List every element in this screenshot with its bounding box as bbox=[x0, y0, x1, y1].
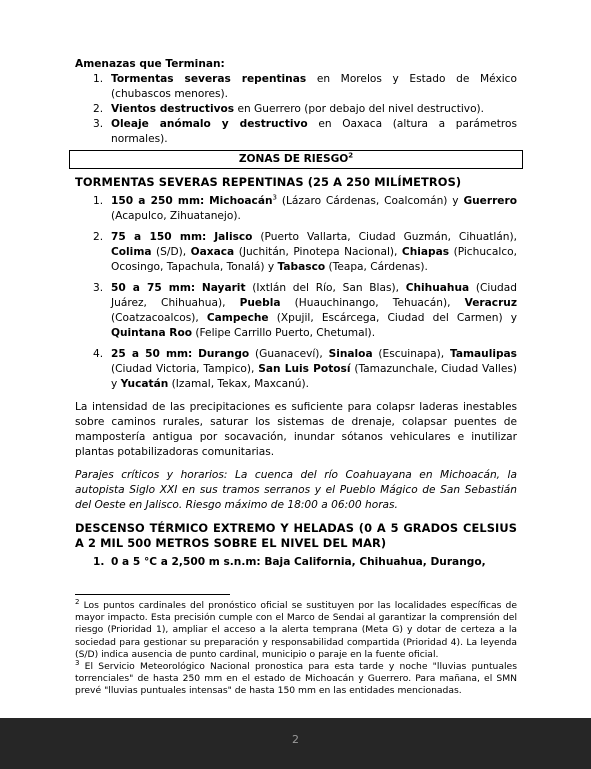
cold-heading: DESCENSO TÉRMICO EXTREMO Y HELADAS (0 A 5 GRADOS CELSIUS A 2 MIL 500 METROS SOBRE EL NIVEL DEL MAR) bbox=[75, 521, 517, 550]
storms-list bbox=[75, 194, 517, 392]
state-name: Durango bbox=[198, 348, 250, 360]
locality-text: (Lázaro Cárdenas, Coalcomán) y bbox=[277, 195, 464, 207]
footnote-ref[interactable]: 3 bbox=[272, 193, 277, 202]
zones-title: ZONAS DE RIESGO bbox=[238, 153, 349, 165]
locality-text: (Coatzacoalcos), bbox=[111, 312, 207, 324]
list-item bbox=[75, 102, 517, 117]
list-number: 3. bbox=[93, 282, 104, 294]
list-number: 1. bbox=[93, 195, 104, 207]
threat-name: Vientos destructivos bbox=[111, 103, 235, 115]
footnote-text: El Servicio Meteorológico Nacional pronostica para esta tarde y noche "lluvias puntuales torrenciales" de hasta 250 mm en el estado de Michoacán y Guerrero. Para mañana, el SMN prevé "lluvias puntuales intensas" de hasta 150 mm en las entidades mencionadas. bbox=[75, 661, 517, 697]
list-item bbox=[75, 230, 517, 275]
state-name: Campeche bbox=[206, 312, 269, 324]
footnote-divider bbox=[75, 594, 230, 595]
list-number: 4. bbox=[93, 348, 104, 360]
state-name: San Luis Potosí bbox=[258, 363, 351, 375]
threat-detail: en Morelos y Estado de México (chubascos menores). bbox=[111, 73, 517, 100]
list-number: 2. bbox=[93, 103, 104, 115]
state-name: Oaxaca bbox=[190, 246, 235, 258]
list-number: 2. bbox=[93, 231, 104, 243]
locality-text: (Puerto Vallarta, Ciudad Guzmán, Cihuatlán), bbox=[252, 231, 517, 243]
page-content bbox=[75, 57, 517, 570]
storms-heading: TORMENTAS SEVERAS REPENTINAS (25 A 250 MILÍMETROS) bbox=[75, 175, 462, 189]
list-number: 1. bbox=[93, 556, 105, 568]
threat-detail: en Oaxaca (altura a parámetros normales). bbox=[111, 118, 517, 145]
footnotes bbox=[75, 597, 517, 698]
list-item bbox=[75, 72, 517, 102]
state-name: Chihuahua bbox=[405, 282, 470, 294]
locality-text: (Guanaceví), bbox=[249, 348, 329, 360]
locality-text: (Izamal, Tekax, Maxcanú). bbox=[168, 378, 310, 390]
list-item bbox=[75, 347, 517, 392]
locality-text: (Pichucalco, Ocosingo, Tapachula, Tonalá) y bbox=[111, 246, 517, 273]
footnote-text: Los puntos cardinales del pronóstico oficial se sustituyen por las localidades específicas de mayor impacto. Esta precisión cumple con el Marco de Sendai al garantizar la comprensión del riesgo (Prioridad 1), ampliar el acceso a la alerta temprana (Meta G) y dotar de certeza a la sociedad para gestionar su preparación y responsabilidad compartida (Prioridad 4). La leyenda (S/D) indica ausencia de punto cardinal, municipio o paraje en la fuente oficial. bbox=[75, 600, 517, 660]
rain-range: 50 a 75 mm: bbox=[111, 282, 196, 294]
list-item bbox=[75, 281, 517, 341]
state-name: Quintana Roo bbox=[111, 327, 193, 339]
state-name: Nayarit bbox=[201, 282, 246, 294]
state-name: Yucatán bbox=[120, 378, 169, 390]
footnote-3 bbox=[75, 658, 517, 698]
locality-text: (Xpujil, Escárcega, Ciudad del Carmen) y bbox=[268, 312, 517, 324]
threat-name: Oleaje anómalo y destructivo bbox=[111, 118, 308, 130]
state-name: Michoacán bbox=[209, 195, 273, 207]
rain-range: 150 a 250 mm: bbox=[111, 195, 205, 207]
locality-text: (Felipe Carrillo Puerto, Chetumal). bbox=[192, 327, 376, 339]
zones-title-box bbox=[69, 150, 523, 169]
locality-text: (Teapa, Cárdenas). bbox=[325, 261, 428, 273]
threats-end-heading: Amenazas que Terminan: bbox=[75, 58, 225, 70]
locality-text: (Ciudad Victoria, Tampico), bbox=[111, 363, 259, 375]
state-name: Sinaloa bbox=[328, 348, 373, 360]
list-number: 1. bbox=[93, 73, 104, 85]
locality-text: (Juchitán, Pinotepa Nacional), bbox=[234, 246, 402, 258]
cold-list bbox=[75, 555, 517, 570]
list-number: 3. bbox=[93, 118, 104, 130]
rain-range: 75 a 150 mm: bbox=[111, 231, 207, 243]
rain-range: 25 a 50 mm: bbox=[111, 348, 193, 360]
locality-text: (Acapulco, Zihuatanejo). bbox=[111, 210, 241, 222]
state-name: Veracruz bbox=[464, 297, 517, 309]
locality-text: (Tamazunchale, Ciudad Valles) y bbox=[111, 363, 518, 390]
list-item bbox=[75, 194, 517, 224]
threat-name: Tormentas severas repentinas bbox=[111, 73, 307, 85]
list-item bbox=[75, 555, 517, 570]
locality-text: (S/D), bbox=[151, 246, 191, 258]
state-name: Colima bbox=[111, 246, 152, 258]
state-name: Tabasco bbox=[277, 261, 326, 273]
footnote-mark: 3 bbox=[75, 658, 80, 667]
state-name: Jalisco bbox=[214, 231, 253, 243]
cold-item-text: 0 a 5 °C a 2,500 m s.n.m: Baja California, Chihuahua, Durango, bbox=[111, 556, 486, 568]
locality-text: (Escuinapa), bbox=[372, 348, 450, 360]
state-name: Puebla bbox=[239, 297, 281, 309]
critical-sites-paragraph: Parajes críticos y horarios: La cuenca del río Coahuayana en Michoacán, la autopista Siglo XXI en sus tramos serranos y el Pueblo Mágico de San Sebastián del Oeste en Jalisco. Riesgo máximo de 18:00 a 06:00 horas. bbox=[75, 469, 517, 511]
locality-text: (Ixtlán del Río, San Blas), bbox=[245, 282, 406, 294]
impact-paragraph: La intensidad de las precipitaciones es suficiente para colapsr laderas inestables sobre caminos rurales, saturar los sistemas de drenaje, colapsar puentes de mampostería antigua por socavación, inundar sótanos vehiculares e inutilizar plantas potabilizadoras comunitarias. bbox=[75, 401, 517, 458]
threats-end-list bbox=[75, 72, 517, 147]
footnote-2 bbox=[75, 597, 517, 661]
state-name: Chiapas bbox=[401, 246, 450, 258]
locality-text: (Ciudad Juárez, Chihuahua), bbox=[111, 282, 517, 309]
locality-text: (Huauchinango, Tehuacán), bbox=[280, 297, 465, 309]
footnote-ref[interactable]: 2 bbox=[348, 151, 354, 160]
footnote-mark: 2 bbox=[75, 597, 80, 606]
state-name: Tamaulipas bbox=[449, 348, 517, 360]
threat-detail: en Guerrero (por debajo del nivel destructivo). bbox=[234, 103, 485, 115]
list-item bbox=[75, 117, 517, 147]
state-name: Guerrero bbox=[463, 195, 517, 207]
page-number: 2 bbox=[292, 733, 299, 746]
